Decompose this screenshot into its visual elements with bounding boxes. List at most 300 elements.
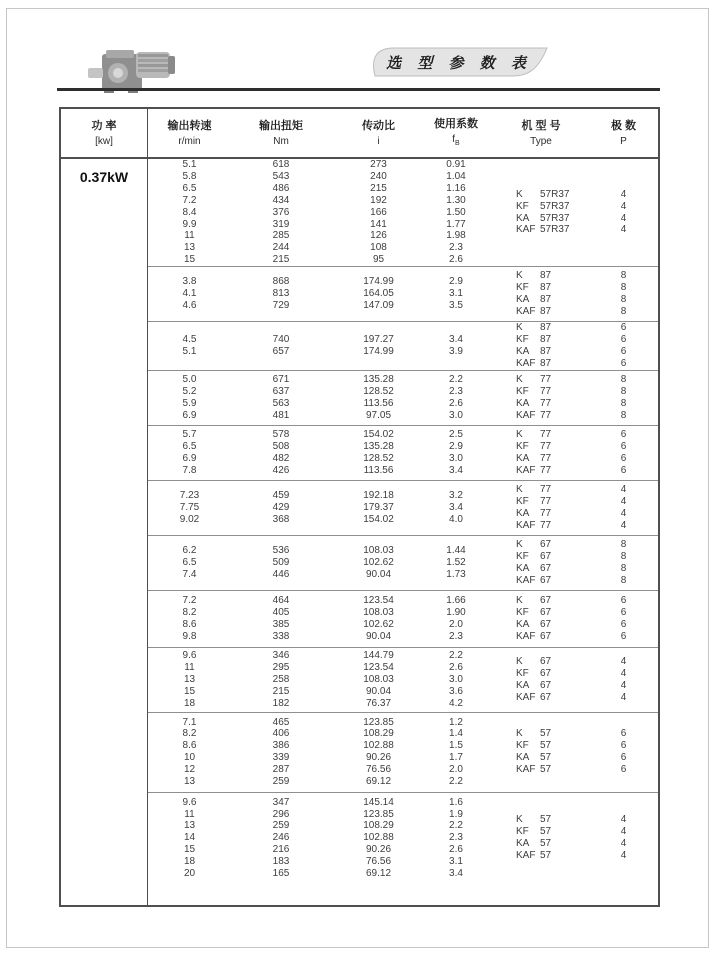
torque-value: 868 bbox=[272, 276, 290, 288]
torque-value: 740 bbox=[272, 334, 290, 346]
model-type-size: 77 bbox=[540, 483, 552, 495]
model-type-prefix: KAF bbox=[516, 764, 536, 776]
table-header bbox=[61, 109, 658, 159]
model-type bbox=[516, 838, 596, 850]
service-factor-value: 2.6 bbox=[449, 397, 463, 409]
col-header-speed: 输出转速 r/min bbox=[167, 119, 212, 147]
model-type-size: 87 bbox=[540, 357, 552, 369]
pole-value: 8 bbox=[620, 550, 627, 562]
service-factor-value: 3.1 bbox=[449, 288, 463, 300]
torque-value: 385 bbox=[272, 618, 290, 630]
poles-column bbox=[596, 429, 651, 477]
speed-value: 7.8 bbox=[182, 464, 197, 476]
torque-value: 339 bbox=[272, 752, 290, 764]
ratio-value: 113.56 bbox=[363, 464, 394, 476]
speed-value: 4.5 bbox=[182, 334, 197, 346]
pole-value: 6 bbox=[620, 764, 627, 776]
service-factor-value: 3.0 bbox=[449, 452, 463, 464]
poles-column bbox=[596, 656, 651, 704]
pole-value: 6 bbox=[620, 728, 627, 740]
service-factor-value: 2.3 bbox=[449, 832, 463, 844]
service-factor-column bbox=[426, 334, 486, 358]
torque-value: 259 bbox=[272, 820, 290, 832]
service-factor-column bbox=[426, 159, 486, 266]
torque-value: 295 bbox=[272, 661, 290, 673]
model-type-size: 77 bbox=[540, 409, 552, 421]
torque-column bbox=[231, 545, 331, 581]
service-factor-value: 2.2 bbox=[449, 373, 463, 385]
ratio-value: 144.79 bbox=[363, 650, 394, 662]
speed-value: 7.75 bbox=[179, 501, 200, 513]
model-type-prefix: KF bbox=[516, 282, 529, 294]
model-type bbox=[516, 484, 596, 496]
speed-column bbox=[148, 545, 231, 581]
ratio-value: 108.03 bbox=[363, 606, 394, 618]
pole-value: 6 bbox=[620, 322, 627, 334]
model-type-size: 57R37 bbox=[540, 224, 570, 236]
col-header-torque: 输出扭矩 Nm bbox=[259, 119, 303, 147]
model-type-size: 57 bbox=[540, 826, 552, 838]
pole-value: 6 bbox=[620, 606, 627, 618]
power-header-label: 功 率 bbox=[91, 119, 117, 132]
service-factor-value: 2.9 bbox=[449, 276, 463, 288]
ratio-value: 102.62 bbox=[363, 618, 394, 630]
speed-column bbox=[148, 276, 231, 312]
col-header-service-factor: 使用系数 $f_B$ bbox=[434, 117, 478, 147]
torque-value: 406 bbox=[272, 728, 290, 740]
ratio-block bbox=[148, 590, 658, 647]
pole-value: 8 bbox=[620, 574, 627, 586]
service-factor-value: 1.66 bbox=[446, 594, 466, 606]
torque-value: 165 bbox=[272, 868, 290, 880]
service-factor-value: 1.6 bbox=[449, 796, 463, 808]
speed-value: 11 bbox=[184, 661, 195, 673]
model-type bbox=[516, 563, 596, 575]
model-type bbox=[516, 508, 596, 520]
model-type bbox=[516, 386, 596, 398]
model-type-prefix: KAF bbox=[516, 464, 536, 476]
speed-value: 18 bbox=[183, 697, 196, 709]
speed-value: 7.2 bbox=[182, 594, 197, 606]
service-factor-column bbox=[426, 717, 486, 788]
service-factor-value: 3.1 bbox=[449, 856, 463, 868]
model-type bbox=[516, 692, 596, 704]
pole-value: 8 bbox=[620, 538, 627, 550]
torque-value: 216 bbox=[272, 844, 290, 856]
poles-column bbox=[596, 374, 651, 422]
torque-value: 386 bbox=[272, 740, 290, 752]
ratio-column bbox=[331, 374, 426, 422]
model-type bbox=[516, 619, 596, 631]
ratio-column bbox=[331, 429, 426, 477]
speed-column bbox=[148, 650, 231, 710]
pole-value: 6 bbox=[620, 345, 627, 357]
speed-column bbox=[148, 334, 231, 358]
torque-value: 464 bbox=[272, 594, 290, 606]
pole-value: 4 bbox=[620, 826, 627, 838]
speed-value: 15 bbox=[183, 254, 196, 266]
pole-value: 6 bbox=[620, 428, 627, 440]
service-factor-value: 2.0 bbox=[449, 764, 463, 776]
model-type-size: 57R37 bbox=[540, 212, 570, 224]
torque-value: 578 bbox=[272, 428, 290, 440]
service-factor-value: 2.3 bbox=[449, 242, 463, 254]
title-banner bbox=[366, 45, 552, 81]
model-type bbox=[516, 520, 596, 532]
model-type-size: 57R37 bbox=[540, 200, 570, 212]
page-title: 选 型 参 数 表 bbox=[386, 55, 532, 72]
speed-value: 7.2 bbox=[182, 194, 197, 206]
service-factor-value: 2.0 bbox=[449, 618, 463, 630]
model-type bbox=[516, 346, 596, 358]
model-type-size: 67 bbox=[540, 630, 552, 642]
model-type bbox=[516, 595, 596, 607]
pole-value: 4 bbox=[620, 655, 627, 667]
model-type bbox=[516, 398, 596, 410]
speed-value: 9.8 bbox=[182, 630, 197, 642]
torque-value: 481 bbox=[272, 409, 290, 421]
ratio-value: 95 bbox=[372, 254, 385, 266]
service-factor-value: 2.6 bbox=[449, 661, 463, 673]
ratio-value: 108.29 bbox=[363, 820, 394, 832]
pole-value: 6 bbox=[620, 357, 627, 369]
torque-value: 429 bbox=[272, 501, 290, 513]
speed-value: 8.6 bbox=[182, 618, 197, 630]
speed-value: 4.6 bbox=[182, 300, 197, 312]
model-type bbox=[516, 551, 596, 563]
torque-value: 618 bbox=[272, 159, 290, 170]
model-type-size: 67 bbox=[540, 691, 552, 703]
model-type bbox=[516, 668, 596, 680]
pole-value: 8 bbox=[620, 562, 627, 574]
ratio-block bbox=[148, 321, 658, 370]
ratio-value: 145.14 bbox=[363, 796, 394, 808]
service-factor-value: 1.90 bbox=[446, 606, 466, 618]
pole-value: 4 bbox=[620, 224, 627, 236]
model-type-prefix: KA bbox=[516, 679, 530, 691]
speed-value: 11 bbox=[184, 230, 195, 242]
model-type-size: 67 bbox=[540, 667, 552, 679]
model-type bbox=[516, 814, 596, 826]
ratio-value: 90.04 bbox=[365, 630, 392, 642]
ratio-column bbox=[331, 717, 426, 788]
speed-column bbox=[148, 159, 231, 266]
torque-column bbox=[231, 374, 331, 422]
torque-value: 246 bbox=[272, 832, 290, 844]
ratio-value: 128.52 bbox=[363, 452, 394, 464]
model-type-size: 67 bbox=[540, 562, 552, 574]
ratio-value: 135.28 bbox=[363, 373, 394, 385]
torque-value: 465 bbox=[272, 716, 290, 728]
model-type-prefix: KAF bbox=[516, 306, 536, 318]
model-type bbox=[516, 213, 596, 225]
model-type-size: 67 bbox=[540, 538, 552, 550]
model-type-size: 67 bbox=[540, 618, 552, 630]
service-factor-value: 1.30 bbox=[446, 194, 466, 206]
pole-value: 8 bbox=[620, 373, 627, 385]
ratio-value: 102.88 bbox=[363, 740, 394, 752]
col-header-power bbox=[61, 109, 148, 157]
model-type-prefix: KF bbox=[516, 440, 529, 452]
torque-value: 215 bbox=[272, 685, 290, 697]
pole-value: 4 bbox=[620, 679, 627, 691]
model-type-size: 87 bbox=[540, 294, 552, 306]
service-factor-value: 1.44 bbox=[446, 544, 466, 556]
ratio-value: 197.27 bbox=[363, 334, 394, 346]
model-type-prefix: KAF bbox=[516, 519, 536, 531]
ratio-value: 179.37 bbox=[363, 501, 394, 513]
ratio-value: 108.29 bbox=[363, 728, 394, 740]
ratio-value: 76.56 bbox=[365, 856, 392, 868]
model-type-prefix: KA bbox=[516, 212, 530, 224]
speed-column bbox=[148, 595, 231, 643]
service-factor-value: 3.6 bbox=[449, 685, 463, 697]
torque-value: 671 bbox=[272, 373, 290, 385]
model-type bbox=[516, 270, 596, 282]
speed-value: 11 bbox=[184, 808, 195, 820]
model-type bbox=[516, 294, 596, 306]
model-type bbox=[516, 189, 596, 201]
blocks bbox=[148, 159, 658, 905]
torque-value: 434 bbox=[272, 194, 290, 206]
model-type bbox=[516, 358, 596, 370]
ratio-value: 76.56 bbox=[365, 764, 392, 776]
model-type-size: 57 bbox=[540, 850, 552, 862]
model-type bbox=[516, 607, 596, 619]
model-type-prefix: KAF bbox=[516, 574, 536, 586]
ratio-value: 192 bbox=[370, 194, 387, 206]
torque-value: 376 bbox=[272, 206, 290, 218]
torque-column bbox=[231, 595, 331, 643]
pole-value: 4 bbox=[620, 850, 627, 862]
model-type-size: 77 bbox=[540, 452, 552, 464]
torque-column bbox=[231, 159, 331, 266]
service-factor-value: 2.3 bbox=[449, 385, 463, 397]
speed-value: 20 bbox=[183, 868, 196, 880]
model-type bbox=[516, 764, 596, 776]
model-type bbox=[516, 224, 596, 236]
model-type-size: 67 bbox=[540, 679, 552, 691]
speed-value: 5.0 bbox=[182, 373, 197, 385]
torque-column bbox=[231, 490, 331, 526]
speed-value: 5.9 bbox=[182, 397, 197, 409]
model-type bbox=[516, 465, 596, 477]
service-factor-value: 1.52 bbox=[446, 556, 466, 568]
torque-value: 285 bbox=[272, 230, 290, 242]
pole-value: 4 bbox=[620, 495, 627, 507]
pole-value: 8 bbox=[620, 409, 627, 421]
model-type-prefix: KA bbox=[516, 507, 530, 519]
model-type bbox=[516, 826, 596, 838]
model-type-prefix: KA bbox=[516, 752, 530, 764]
model-type-prefix: K bbox=[516, 270, 523, 282]
model-type bbox=[516, 680, 596, 692]
speed-value: 8.4 bbox=[182, 206, 197, 218]
service-factor-value: 2.9 bbox=[449, 440, 463, 452]
service-factor-value: 3.0 bbox=[449, 673, 463, 685]
model-type-size: 77 bbox=[540, 373, 552, 385]
speed-value: 5.1 bbox=[182, 345, 197, 357]
pole-value: 6 bbox=[620, 618, 627, 630]
speed-value: 7.4 bbox=[182, 568, 197, 580]
service-factor-column bbox=[426, 650, 486, 710]
model-type bbox=[516, 410, 596, 422]
header-rule bbox=[57, 88, 660, 91]
speed-value: 8.2 bbox=[182, 606, 197, 618]
service-factor-value: 2.2 bbox=[449, 776, 463, 788]
service-factor-value: 3.4 bbox=[449, 464, 463, 476]
torque-value: 368 bbox=[272, 513, 290, 525]
torque-value: 346 bbox=[272, 650, 290, 662]
pole-value: 6 bbox=[620, 464, 627, 476]
service-factor-value: 3.4 bbox=[449, 501, 463, 513]
torque-value: 543 bbox=[272, 170, 290, 182]
torque-column bbox=[231, 429, 331, 477]
service-factor-value: 1.50 bbox=[446, 206, 466, 218]
model-type-prefix: KA bbox=[516, 838, 530, 850]
ratio-column bbox=[331, 595, 426, 643]
ratio-value: 215 bbox=[370, 182, 387, 194]
torque-value: 215 bbox=[272, 254, 290, 266]
model-type-prefix: KF bbox=[516, 334, 529, 346]
pole-value: 4 bbox=[620, 212, 627, 224]
model-type-column bbox=[516, 270, 596, 318]
torque-value: 508 bbox=[272, 440, 290, 452]
ratio-value: 128.52 bbox=[363, 385, 394, 397]
torque-value: 637 bbox=[272, 385, 290, 397]
speed-value: 9.02 bbox=[179, 513, 200, 525]
ratio-value: 240 bbox=[370, 170, 387, 182]
speed-value: 12 bbox=[183, 764, 196, 776]
ratio-value: 123.54 bbox=[363, 661, 394, 673]
service-factor-value: 1.2 bbox=[449, 716, 463, 728]
speed-value: 14 bbox=[183, 832, 196, 844]
speed-value: 8.6 bbox=[182, 740, 197, 752]
torque-value: 183 bbox=[272, 856, 290, 868]
model-type bbox=[516, 728, 596, 740]
model-type-prefix: KAF bbox=[516, 850, 536, 862]
poles-column bbox=[596, 484, 651, 532]
service-factor-value: 2.2 bbox=[449, 820, 463, 832]
pole-value: 8 bbox=[620, 306, 627, 318]
model-type-prefix: KA bbox=[516, 397, 530, 409]
pole-value: 6 bbox=[620, 594, 627, 606]
speed-column bbox=[148, 797, 231, 880]
torque-value: 813 bbox=[272, 288, 290, 300]
ratio-value: 123.54 bbox=[363, 594, 394, 606]
model-type-size: 87 bbox=[540, 306, 552, 318]
ratio-value: 97.05 bbox=[365, 409, 392, 421]
pole-value: 6 bbox=[620, 440, 627, 452]
torque-column bbox=[231, 334, 331, 358]
torque-value: 459 bbox=[272, 489, 290, 501]
torque-value: 319 bbox=[272, 218, 290, 230]
ratio-column bbox=[331, 276, 426, 312]
speed-value: 6.5 bbox=[182, 182, 197, 194]
torque-value: 657 bbox=[272, 345, 290, 357]
model-type-prefix: KF bbox=[516, 826, 529, 838]
service-factor-value: 3.9 bbox=[449, 345, 463, 357]
model-type-size: 67 bbox=[540, 550, 552, 562]
model-type-prefix: KF bbox=[516, 667, 529, 679]
torque-value: 563 bbox=[272, 397, 290, 409]
ratio-block bbox=[148, 712, 658, 792]
col-header-type: 机 型 号 Type bbox=[521, 119, 561, 147]
model-type-prefix: KA bbox=[516, 562, 530, 574]
service-factor-value: 3.5 bbox=[449, 300, 463, 312]
service-factor-value: 2.2 bbox=[449, 650, 463, 662]
ratio-value: 166 bbox=[370, 206, 387, 218]
service-factor-value: 1.77 bbox=[446, 218, 466, 230]
model-type-size: 57 bbox=[540, 814, 552, 826]
pole-value: 6 bbox=[620, 630, 627, 642]
model-type bbox=[516, 282, 596, 294]
pole-value: 4 bbox=[620, 667, 627, 679]
ratio-value: 76.37 bbox=[365, 697, 392, 709]
model-type-column bbox=[516, 814, 596, 862]
model-type-prefix: KA bbox=[516, 618, 530, 630]
model-type bbox=[516, 334, 596, 346]
speed-value: 5.7 bbox=[182, 428, 197, 440]
model-type-size: 57 bbox=[540, 740, 552, 752]
pole-value: 4 bbox=[620, 838, 627, 850]
speed-value: 13 bbox=[183, 673, 196, 685]
model-type-column bbox=[516, 728, 596, 776]
speed-value: 9.6 bbox=[182, 650, 197, 662]
model-type-column bbox=[516, 656, 596, 704]
torque-column bbox=[231, 650, 331, 710]
pole-value: 4 bbox=[620, 507, 627, 519]
model-type-size: 77 bbox=[540, 507, 552, 519]
ratio-value: 102.62 bbox=[363, 556, 394, 568]
model-type-prefix: K bbox=[516, 373, 523, 385]
speed-value: 18 bbox=[183, 856, 196, 868]
ratio-value: 108.03 bbox=[363, 673, 394, 685]
model-type-column bbox=[516, 374, 596, 422]
speed-value: 6.9 bbox=[182, 409, 197, 421]
model-type-prefix: KF bbox=[516, 495, 529, 507]
torque-column bbox=[231, 797, 331, 880]
model-type bbox=[516, 575, 596, 587]
model-type-column bbox=[516, 595, 596, 643]
service-factor-column bbox=[426, 595, 486, 643]
model-type-prefix: KA bbox=[516, 452, 530, 464]
model-type-column bbox=[516, 322, 596, 370]
service-factor-value: 2.6 bbox=[449, 254, 463, 266]
model-type-size: 77 bbox=[540, 519, 552, 531]
model-type-size: 87 bbox=[540, 334, 552, 346]
model-type-column bbox=[516, 484, 596, 532]
ratio-value: 90.26 bbox=[365, 844, 392, 856]
service-factor-value: 2.5 bbox=[449, 428, 463, 440]
speed-value: 9.6 bbox=[182, 796, 197, 808]
service-factor-value: 2.6 bbox=[449, 844, 463, 856]
torque-value: 486 bbox=[272, 182, 290, 194]
model-type-prefix: KF bbox=[516, 385, 529, 397]
poles-column bbox=[596, 189, 651, 237]
poles-column bbox=[596, 270, 651, 318]
model-type-size: 57 bbox=[540, 752, 552, 764]
ratio-value: 273 bbox=[370, 159, 387, 170]
model-type-prefix: KA bbox=[516, 294, 530, 306]
selection-table bbox=[59, 107, 660, 907]
model-type-prefix: KAF bbox=[516, 630, 536, 642]
torque-value: 536 bbox=[272, 544, 290, 556]
ratio-value: 147.09 bbox=[363, 300, 394, 312]
speed-column bbox=[148, 490, 231, 526]
model-type-prefix: KAF bbox=[516, 357, 536, 369]
model-type bbox=[516, 539, 596, 551]
